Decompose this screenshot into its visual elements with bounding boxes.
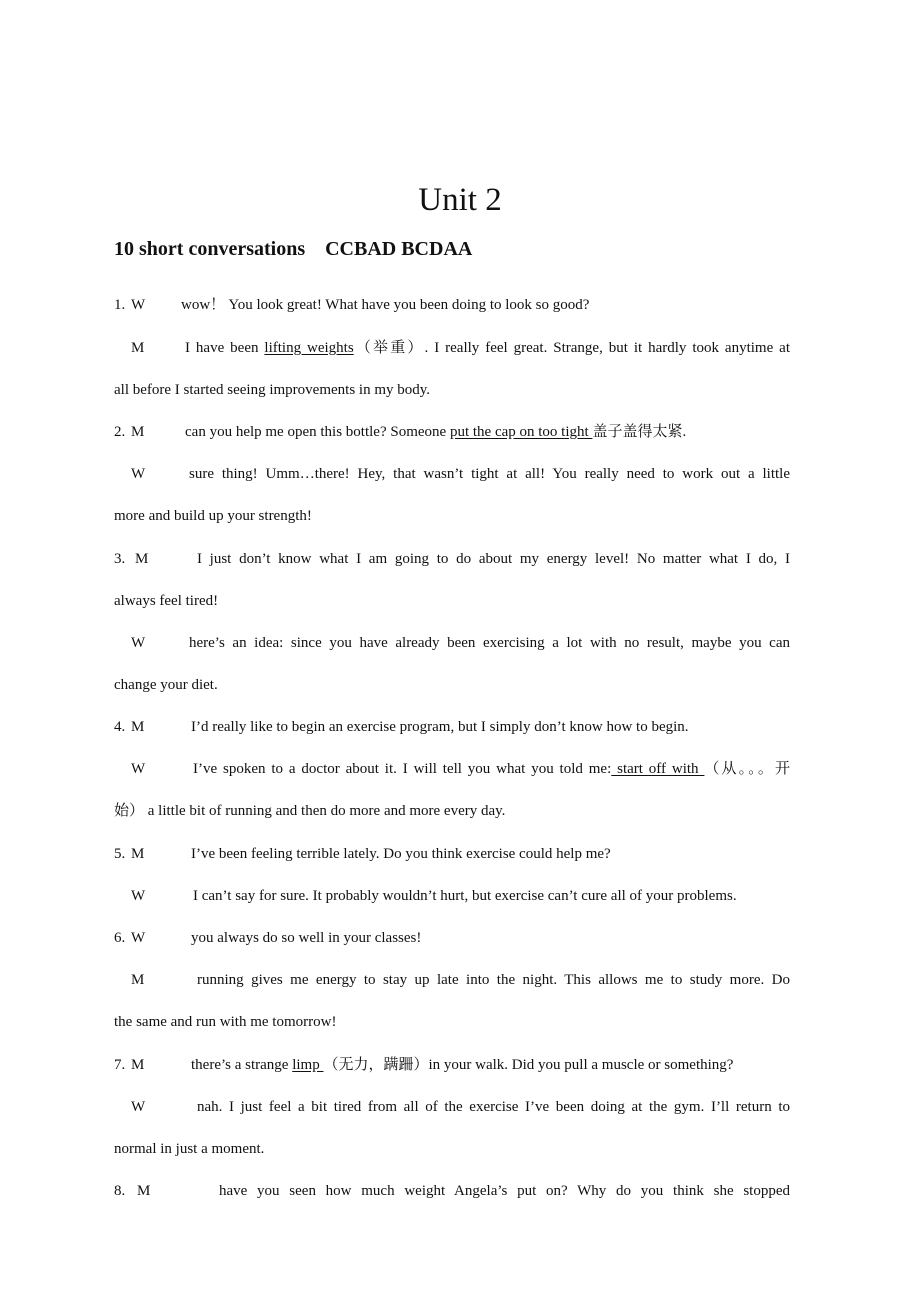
conversation-2-line-b xyxy=(131,463,790,485)
item-number: 8. xyxy=(114,1183,126,1199)
conversation-4-line-b xyxy=(131,758,790,780)
conversation-3-line-b xyxy=(131,632,790,654)
item-number: 7. xyxy=(114,1057,126,1073)
speaker: W xyxy=(131,635,146,651)
dialogue-text: nah. I just feel a bit tired from all of the exercise I’ve been doing at the gym. I’ll return to xyxy=(197,1099,790,1115)
speaker: W xyxy=(131,466,146,482)
dialogue-text: have you seen how much weight Angela’s put on? Why do you think she stopped xyxy=(219,1183,791,1199)
dialogue-text: 盖子盖得太紧. xyxy=(592,424,687,440)
conversation-1-line-b xyxy=(131,337,790,359)
speaker: M xyxy=(131,719,145,735)
dialogue-text: I can’t say for sure. It probably wouldn’t hurt, but exercise can’t cure all of your problems. xyxy=(193,888,737,904)
speaker: M xyxy=(134,551,149,567)
speaker: W xyxy=(131,888,146,904)
dialogue-text: I just don’t know what I am going to do about my energy level! No matter what I do, I xyxy=(196,551,790,567)
item-number: 1. xyxy=(114,297,126,313)
item-number: 6. xyxy=(114,930,126,946)
dialogue-text: running gives me energy to stay up late into the night. This allows me to study more. Do xyxy=(197,972,790,988)
conversation-3-line-a xyxy=(114,548,790,570)
conversation-4-line-b-cont: 始） a little bit of running and then do more and more every day. xyxy=(114,803,506,819)
conversation-7-line-a xyxy=(114,1054,790,1076)
conversation-6-line-b-cont: the same and run with me tomorrow! xyxy=(114,1014,337,1030)
conversation-5-line-b xyxy=(131,885,790,907)
conversation-2-line-a xyxy=(114,421,790,443)
conversation-2-line-b-cont: more and build up your strength! xyxy=(114,508,312,524)
conversation-1-line-a xyxy=(114,294,790,316)
section-heading: 10 short conversations CCBAD BCDAA xyxy=(114,238,473,260)
conversation-3-line-a-cont: always feel tired! xyxy=(114,593,219,609)
item-number: 3. xyxy=(114,551,126,567)
speaker: M xyxy=(131,424,145,440)
dialogue-text: I’ve spoken to a doctor about it. I will tell you what you told me: xyxy=(193,761,612,777)
speaker: M xyxy=(131,1057,145,1073)
conversation-1-line-b-cont: all before I started seeing improvements in my body. xyxy=(114,382,431,398)
dialogue-text: sure thing! Umm…there! Hey, that wasn’t tight at all! You really need to work out a little xyxy=(189,466,790,482)
dialogue-text: there’s a strange xyxy=(191,1057,293,1073)
dialogue-text: you always do so well in your classes! xyxy=(191,930,422,946)
dialogue-text: here’s an idea: since you have already been exercising a lot with no result, maybe you can xyxy=(189,635,790,651)
underlined-phrase: start off with xyxy=(611,761,705,777)
speaker: W xyxy=(131,1099,146,1115)
dialogue-text: I have been xyxy=(185,340,265,356)
conversation-6-line-b xyxy=(131,969,790,991)
speaker: W xyxy=(131,930,146,946)
speaker: M xyxy=(131,340,145,356)
speaker: W xyxy=(131,761,146,777)
underlined-phrase: limp xyxy=(292,1057,324,1073)
item-number: 4. xyxy=(114,719,126,735)
conversation-3-line-b-cont: change your diet. xyxy=(114,677,218,693)
item-number: 2. xyxy=(114,424,126,440)
page-title: Unit 2 xyxy=(418,182,502,218)
dialogue-text: wow！ You look great! What have you been doing to look so good? xyxy=(181,297,590,313)
conversation-8-line-a xyxy=(114,1180,790,1202)
dialogue-text: （举重）. I really feel great. Strange, but it hardly took anytime at xyxy=(353,340,790,356)
underlined-phrase: lifting weights xyxy=(264,340,354,356)
speaker: M xyxy=(131,846,145,862)
dialogue-text: can you help me open this bottle? Someone xyxy=(185,424,450,440)
dialogue-text: I’ve been feeling terrible lately. Do you think exercise could help me? xyxy=(191,846,611,862)
conversation-7-line-b-cont: normal in just a moment. xyxy=(114,1141,265,1157)
speaker: W xyxy=(131,297,146,313)
speaker: M xyxy=(131,972,145,988)
conversation-4-line-a xyxy=(114,716,790,738)
conversation-6-line-a xyxy=(114,927,790,949)
underlined-phrase: put the cap on too tight xyxy=(449,424,593,440)
dialogue-text: （无力，蹒跚）in your walk. Did you pull a muscle or something? xyxy=(323,1057,734,1073)
item-number: 5. xyxy=(114,846,126,862)
conversation-7-line-b xyxy=(131,1096,790,1118)
speaker: M xyxy=(137,1183,151,1199)
dialogue-text: （从。。。开 xyxy=(704,761,790,777)
dialogue-text: I’d really like to begin an exercise program, but I simply don’t know how to begin. xyxy=(191,719,689,735)
conversation-5-line-a xyxy=(114,843,790,865)
